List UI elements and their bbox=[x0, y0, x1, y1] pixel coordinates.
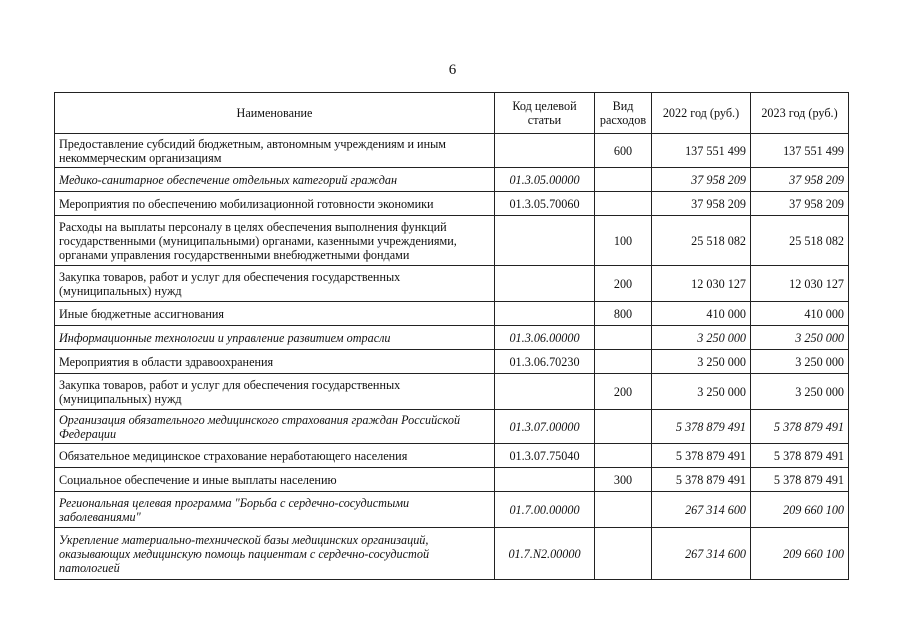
table-row bbox=[55, 192, 849, 216]
row-2023: 37 958 209 bbox=[751, 192, 849, 216]
row-2023: 3 250 000 bbox=[751, 326, 849, 350]
table-row bbox=[55, 266, 849, 302]
table-row bbox=[55, 302, 849, 326]
row-2022: 37 958 209 bbox=[652, 192, 751, 216]
row-name: Информационные технологии и управление развитием отрасли bbox=[55, 326, 495, 350]
row-2022: 137 551 499 bbox=[652, 134, 751, 168]
row-name: Медико-санитарное обеспечение отдельных категорий граждан bbox=[55, 168, 495, 192]
table-row bbox=[55, 468, 849, 492]
row-2022: 5 378 879 491 bbox=[652, 410, 751, 444]
row-kind bbox=[595, 410, 652, 444]
header-name: Наименование bbox=[55, 93, 495, 134]
row-2023: 209 660 100 bbox=[751, 528, 849, 580]
header-code: Код целевой статьи bbox=[495, 93, 595, 134]
row-2022: 37 958 209 bbox=[652, 168, 751, 192]
row-name: Мероприятия в области здравоохранения bbox=[55, 350, 495, 374]
table-row bbox=[55, 528, 849, 580]
row-name: Закупка товаров, работ и услуг для обеспечения государственных (муниципальных) нужд bbox=[55, 374, 495, 410]
row-2022: 267 314 600 bbox=[652, 492, 751, 528]
row-2023: 5 378 879 491 bbox=[751, 410, 849, 444]
row-2023: 5 378 879 491 bbox=[751, 444, 849, 468]
row-name: Организация обязательного медицинского страхования граждан Российской Федерации bbox=[55, 410, 495, 444]
row-kind: 600 bbox=[595, 134, 652, 168]
row-code: 01.3.06.70230 bbox=[495, 350, 595, 374]
row-code: 01.7.N2.00000 bbox=[495, 528, 595, 580]
table-row bbox=[55, 492, 849, 528]
row-code bbox=[495, 468, 595, 492]
table-row bbox=[55, 410, 849, 444]
row-code: 01.3.06.00000 bbox=[495, 326, 595, 350]
row-kind: 100 bbox=[595, 216, 652, 266]
row-code bbox=[495, 266, 595, 302]
row-name: Региональная целевая программа "Борьба с сердечно-сосудистыми заболеваниями" bbox=[55, 492, 495, 528]
row-code bbox=[495, 216, 595, 266]
row-name: Предоставление субсидий бюджетным, автономным учреждениям и иным некоммерческим организациям bbox=[55, 134, 495, 168]
row-2022: 3 250 000 bbox=[652, 350, 751, 374]
row-kind bbox=[595, 192, 652, 216]
row-kind: 200 bbox=[595, 374, 652, 410]
row-name: Закупка товаров, работ и услуг для обеспечения государственных (муниципальных) нужд bbox=[55, 266, 495, 302]
row-2022: 3 250 000 bbox=[652, 374, 751, 410]
budget-table bbox=[54, 92, 849, 580]
table-header-row bbox=[55, 93, 849, 134]
row-kind bbox=[595, 168, 652, 192]
row-code: 01.7.00.00000 bbox=[495, 492, 595, 528]
row-kind bbox=[595, 444, 652, 468]
row-code bbox=[495, 302, 595, 326]
row-kind bbox=[595, 528, 652, 580]
row-2022: 5 378 879 491 bbox=[652, 444, 751, 468]
row-2023: 5 378 879 491 bbox=[751, 468, 849, 492]
table-row bbox=[55, 326, 849, 350]
row-2023: 3 250 000 bbox=[751, 350, 849, 374]
row-code bbox=[495, 134, 595, 168]
row-2022: 3 250 000 bbox=[652, 326, 751, 350]
header-2023: 2023 год (руб.) bbox=[751, 93, 849, 134]
row-name: Мероприятия по обеспечению мобилизационной готовности экономики bbox=[55, 192, 495, 216]
header-2022: 2022 год (руб.) bbox=[652, 93, 751, 134]
row-code: 01.3.05.70060 bbox=[495, 192, 595, 216]
row-code bbox=[495, 374, 595, 410]
row-code: 01.3.07.00000 bbox=[495, 410, 595, 444]
table-row bbox=[55, 134, 849, 168]
row-name: Укрепление материально-технической базы медицинских организаций, оказывающих медицинскую помощь пациентам с сердечно-сосудистой патологией bbox=[55, 528, 495, 580]
row-2022: 267 314 600 bbox=[652, 528, 751, 580]
row-2022: 5 378 879 491 bbox=[652, 468, 751, 492]
row-2023: 12 030 127 bbox=[751, 266, 849, 302]
table-body bbox=[55, 134, 849, 580]
row-2023: 3 250 000 bbox=[751, 374, 849, 410]
table-row bbox=[55, 350, 849, 374]
row-kind bbox=[595, 326, 652, 350]
header-kind: Вид расходов bbox=[595, 93, 652, 134]
row-kind: 200 bbox=[595, 266, 652, 302]
table-row bbox=[55, 216, 849, 266]
row-name: Расходы на выплаты персоналу в целях обеспечения выполнения функций государственными (муниципальными) органами, казенными учреждениями, органами управления государственными внебюджетными фондами bbox=[55, 216, 495, 266]
table-row bbox=[55, 444, 849, 468]
row-name: Социальное обеспечение и иные выплаты населению bbox=[55, 468, 495, 492]
row-kind bbox=[595, 492, 652, 528]
row-2022: 25 518 082 bbox=[652, 216, 751, 266]
page-number: 6 bbox=[448, 62, 457, 78]
row-name: Обязательное медицинское страхование неработающего населения bbox=[55, 444, 495, 468]
row-code: 01.3.05.00000 bbox=[495, 168, 595, 192]
row-2023: 25 518 082 bbox=[751, 216, 849, 266]
row-code: 01.3.07.75040 bbox=[495, 444, 595, 468]
row-name: Иные бюджетные ассигнования bbox=[55, 302, 495, 326]
row-kind bbox=[595, 350, 652, 374]
row-kind: 300 bbox=[595, 468, 652, 492]
row-2023: 37 958 209 bbox=[751, 168, 849, 192]
table-row bbox=[55, 374, 849, 410]
row-2023: 410 000 bbox=[751, 302, 849, 326]
row-2022: 12 030 127 bbox=[652, 266, 751, 302]
row-2023: 137 551 499 bbox=[751, 134, 849, 168]
row-2022: 410 000 bbox=[652, 302, 751, 326]
row-kind: 800 bbox=[595, 302, 652, 326]
row-2023: 209 660 100 bbox=[751, 492, 849, 528]
table-row bbox=[55, 168, 849, 192]
